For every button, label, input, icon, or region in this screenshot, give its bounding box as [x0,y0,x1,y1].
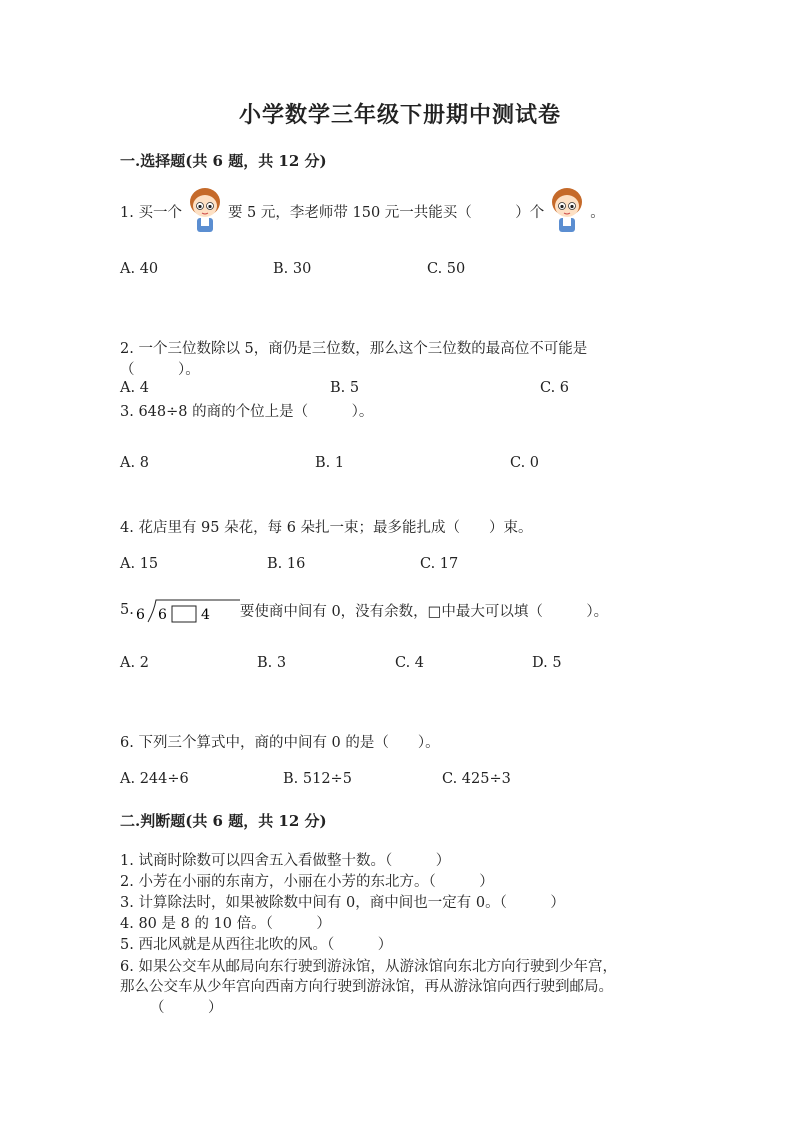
division-dividend-right: 4 [200,607,210,623]
page-title: 小学数学三年级下册期中测试卷 [238,102,561,128]
question-2-line-2: （ ）。 [120,362,200,378]
question-1-text-before: 1. 买一个 [120,204,182,221]
question-3: 3. 648÷8 的商的个位上是（ ）。 [120,404,374,420]
judge-item-5: 5. 西北风就是从西往北吹的风。（ ） [120,937,393,953]
question-1 [120,186,605,236]
division-divisor: 6 [135,607,145,623]
long-division-diagram [134,595,240,625]
option-b: B. 512÷5 [283,771,352,787]
option-a: A. 244÷6 [120,771,189,787]
option-c: C. 17 [420,556,459,572]
option-b: B. 16 [267,556,306,572]
option-a: A. 40 [120,261,159,277]
judge-item-1: 1. 试商时除数可以四舍五入看做整十数。（ ） [120,853,451,869]
boy-icon [548,186,586,236]
question-6: 6. 下列三个算式中，商的中间有 0 的是（ ）。 [120,735,440,751]
question-4: 4. 花店里有 95 朵花，每 6 朵扎一束；最多能扎成（ ）束。 [120,520,533,536]
option-b: B. 1 [315,455,345,471]
question-2-line-1: 2. 一个三位数除以 5，商仍是三位数，那么这个三位数的最高位不可能是 [120,341,588,357]
option-c: C. 0 [510,455,540,471]
option-a: A. 2 [120,655,149,671]
boy-icon [186,186,224,236]
question-1-text-end: 。 [590,204,605,221]
question-1-text-middle: 要 5 元，李老师带 150 元一共能买（ ）个 [227,204,545,221]
judge-item-2: 2. 小芳在小丽的东南方，小丽在小芳的东北方。（ ） [120,874,494,890]
section-2-heading: 二.判断题(共 6 题，共 12 分) [120,812,327,830]
option-c: C. 425÷3 [442,771,511,787]
option-d: D. 5 [532,655,562,671]
judge-item-6-blank: （ ） [150,1000,223,1016]
judge-item-6-line-1: 6. 如果公交车从邮局向东行驶到游泳馆，从游泳馆向东北方向行驶到少年宫， [120,959,617,975]
question-5 [120,593,608,627]
division-dividend-left: 6 [157,607,167,623]
option-c: C. 50 [427,261,466,277]
option-b: B. 3 [257,655,287,671]
section-1-heading: 一.选择题(共 6 题，共 12 分) [120,152,327,170]
option-a: A. 4 [120,380,149,396]
option-a: A. 8 [120,455,149,471]
judge-item-3: 3. 计算除法时，如果被除数中间有 0，商中间也一定有 0。（ ） [120,895,565,911]
judge-item-4: 4. 80 是 8 的 10 倍。（ ） [120,916,331,932]
question-5-number: 5. [120,602,134,618]
option-c: C. 4 [395,655,425,671]
blank-box [172,606,196,622]
option-b: B. 5 [330,380,360,396]
option-c: C. 6 [540,380,570,396]
option-b: B. 30 [273,261,312,277]
question-5-text: 要使商中间有 0，没有余数，□中最大可以填（ ）。 [239,603,609,620]
judge-item-6-line-2: 那么公交车从少年宫向西南方向行驶到游泳馆，再从游泳馆向西行驶到邮局。 [120,979,613,995]
option-a: A. 15 [120,556,159,572]
